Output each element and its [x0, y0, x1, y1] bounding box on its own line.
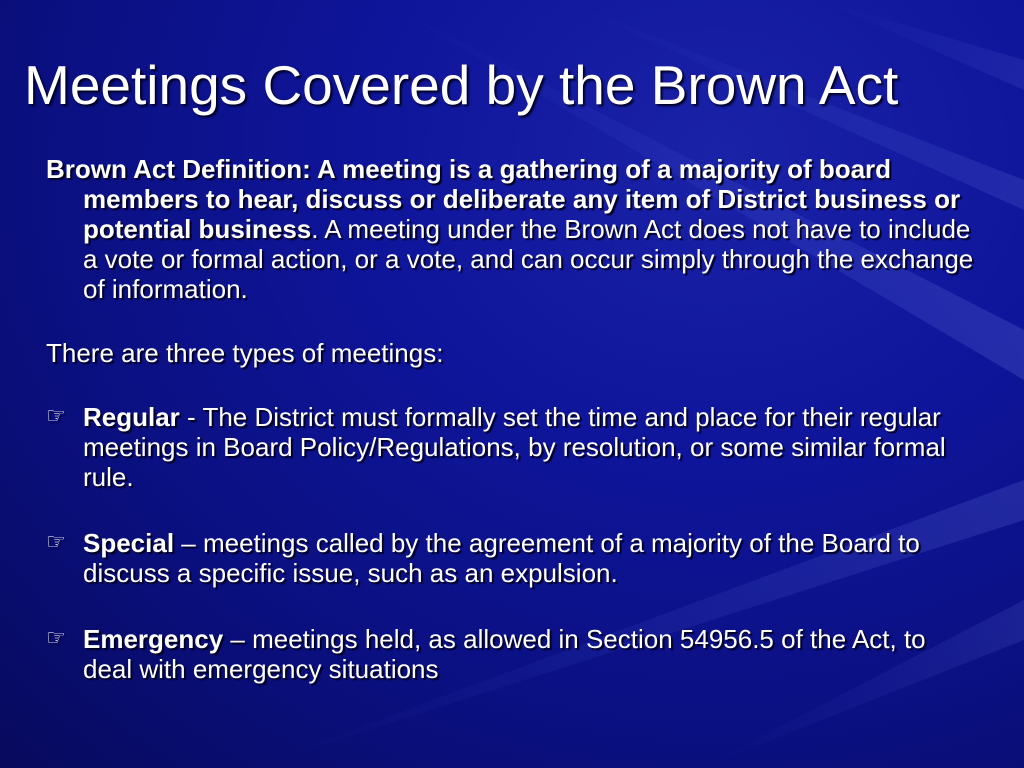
slide-title: Meetings Covered by the Brown Act	[24, 54, 899, 116]
definition-rest-text: . A meeting under the Brown Act does not have to include a vote or formal action, or a vote, and can occur simply through the exchange of information.	[83, 214, 974, 304]
bullet-text: - The District must formally set the time and place for their regular meetings in Board Policy/Regulations, by resolution, or some similar formal rule.	[83, 402, 946, 492]
slide-body	[46, 154, 981, 720]
bullet-special	[46, 528, 981, 588]
bullet-emergency	[46, 624, 981, 684]
pointing-hand-icon: ☞	[46, 626, 66, 651]
intro-text: There are three types of meetings:	[46, 338, 444, 368]
bullet-term: Special	[83, 528, 175, 558]
definition-bold-text: Brown Act Definition: A meeting is a gathering of a majority of board members to hear, discuss or deliberate any item of District business or potential business	[46, 154, 961, 244]
bullet-text: – meetings held, as allowed in Section 54956.5 of the Act, to deal with emergency situations	[83, 624, 926, 684]
pointing-hand-icon: ☞	[46, 530, 66, 555]
bullet-text: – meetings called by the agreement of a majority of the Board to discuss a specific issue, such as an expulsion.	[83, 528, 920, 588]
definition-paragraph	[46, 154, 981, 304]
bullet-term: Emergency	[83, 624, 224, 654]
bullet-term: Regular	[83, 402, 180, 432]
pointing-hand-icon: ☞	[46, 404, 66, 429]
bullet-regular	[46, 402, 981, 492]
